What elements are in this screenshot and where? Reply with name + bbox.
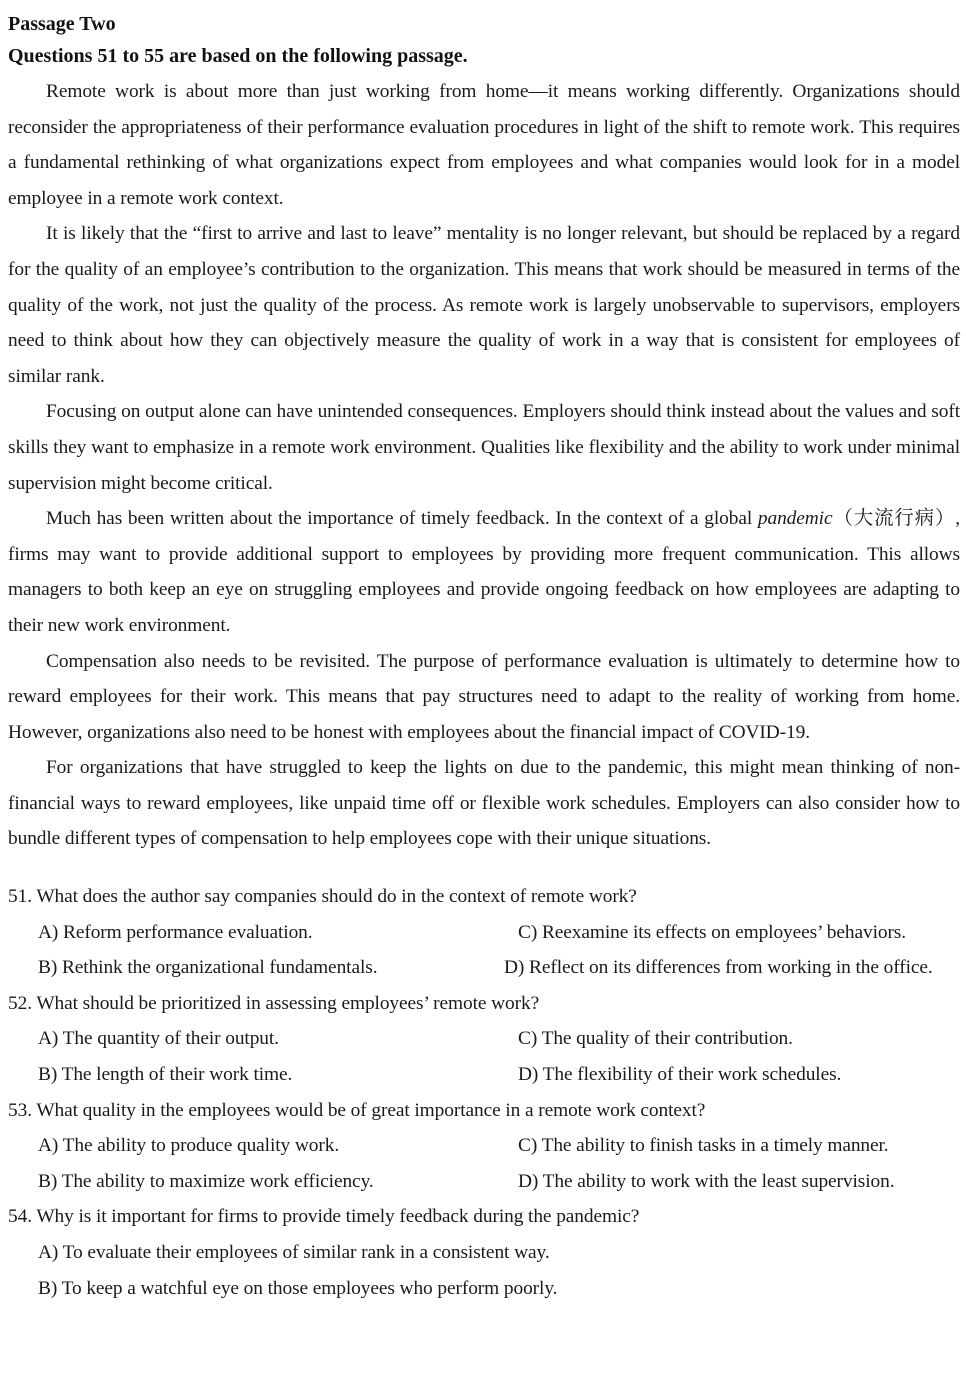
question-51 — [8, 879, 960, 986]
option-b[interactable]: B) The length of their work time. — [38, 1064, 293, 1086]
paragraph-4-lead: Much has been written about the importance of timely feedback. In the context of a global — [46, 508, 758, 530]
paragraph-6: For organizations that have struggled to keep the lights on due to the pandemic, this might mean thinking of non-financial ways to reward employees, like unpaid time off or flexible work schedules. Employers can also consider how to bundle different types of compensation to help employees cope with their unique situations. — [8, 757, 960, 850]
option-a[interactable]: A) The ability to produce quality work. — [38, 1135, 340, 1157]
paragraph-4-rest: firms may want to provide additional support to employees by providing more frequent communication. This allows managers to both keep an eye on struggling employees and provide ongoing feedback on how employees are adapting to their new work environment. — [8, 543, 960, 636]
paragraph-5: Compensation also needs to be revisited. The purpose of performance evaluation is ultimately to determine how to reward employees for their work. This means that pay structures need to adapt to the reality of working from home. However, organizations also need to be honest with employees about the financial impact of COVID-19. — [8, 650, 960, 743]
option-d[interactable]: D) The flexibility of their work schedules. — [518, 1064, 842, 1086]
option-list — [8, 1235, 960, 1306]
passage-body — [8, 74, 960, 857]
passage-intro: Questions 51 to 55 are based on the following passage. — [8, 45, 468, 67]
paragraph-4 — [8, 501, 960, 643]
passage-label: Passage Two — [8, 13, 116, 35]
question-list — [8, 879, 960, 1306]
paragraph-2: It is likely that the “first to arrive and last to leave” mentality is no longer relevant, but should be replaced by a regard for the quality of an employee’s contribution to the organization. This means that work should be measured in terms of the quality of the work, not just the quality of the process. As remote work is largely unobservable to supervisors, employers need to think about how they can objectively measure the quality of work in a way that is consistent for employees of similar rank. — [8, 223, 960, 387]
option-b[interactable]: B) The ability to maximize work efficiency. — [38, 1170, 374, 1192]
option-grid — [8, 1021, 960, 1092]
option-grid — [8, 915, 960, 986]
option-d[interactable]: D) Reflect on its differences from working in the office. — [504, 957, 933, 979]
paragraph-1: Remote work is about more than just working from home—it means working differently. Organizations should reconsider the appropriateness of their performance evaluation procedures in light of the shift to remote work. This requires a fundamental rethinking of what organizations expect from employees and what companies would look for in a model employee in a remote work context. — [8, 81, 960, 209]
question-stem: 51. What does the author say companies should do in the context of remote work? — [8, 886, 637, 908]
option-a[interactable]: A) To evaluate their employees of similar rank in a consistent way. — [38, 1242, 550, 1263]
option-b[interactable]: B) Rethink the organizational fundamentals. — [38, 957, 378, 979]
paragraph-3: Focusing on output alone can have unintended consequences. Employers should think instead about the values and soft skills they want to emphasize in a remote work environment. Qualities like flexibility and the ability to work under minimal supervision might become critical. — [8, 401, 960, 494]
option-b[interactable]: B) To keep a watchful eye on those employees who perform poorly. — [38, 1277, 558, 1299]
question-52 — [8, 986, 960, 1093]
exam-page — [8, 8, 960, 1306]
option-d[interactable]: D) The ability to work with the least supervision. — [518, 1170, 895, 1192]
option-c[interactable]: C) Reexamine its effects on employees’ behaviors. — [518, 921, 906, 943]
option-c[interactable]: C) The ability to finish tasks in a timely manner. — [518, 1135, 889, 1157]
option-a[interactable]: A) The quantity of their output. — [38, 1028, 279, 1050]
vocab-gloss: （大流行病）, — [832, 508, 960, 530]
question-stem: 52. What should be prioritized in assessing employees’ remote work? — [8, 992, 540, 1014]
vocab-term: pandemic — [757, 508, 833, 530]
option-a[interactable]: A) Reform performance evaluation. — [38, 921, 313, 943]
question-stem: 53. What quality in the employees would be of great importance in a remote work context? — [8, 1099, 706, 1121]
question-54 — [8, 1199, 960, 1306]
question-53 — [8, 1093, 960, 1200]
question-stem: 54. Why is it important for firms to provide timely feedback during the pandemic? — [8, 1206, 640, 1228]
option-c[interactable]: C) The quality of their contribution. — [518, 1028, 793, 1050]
option-grid — [8, 1128, 960, 1199]
